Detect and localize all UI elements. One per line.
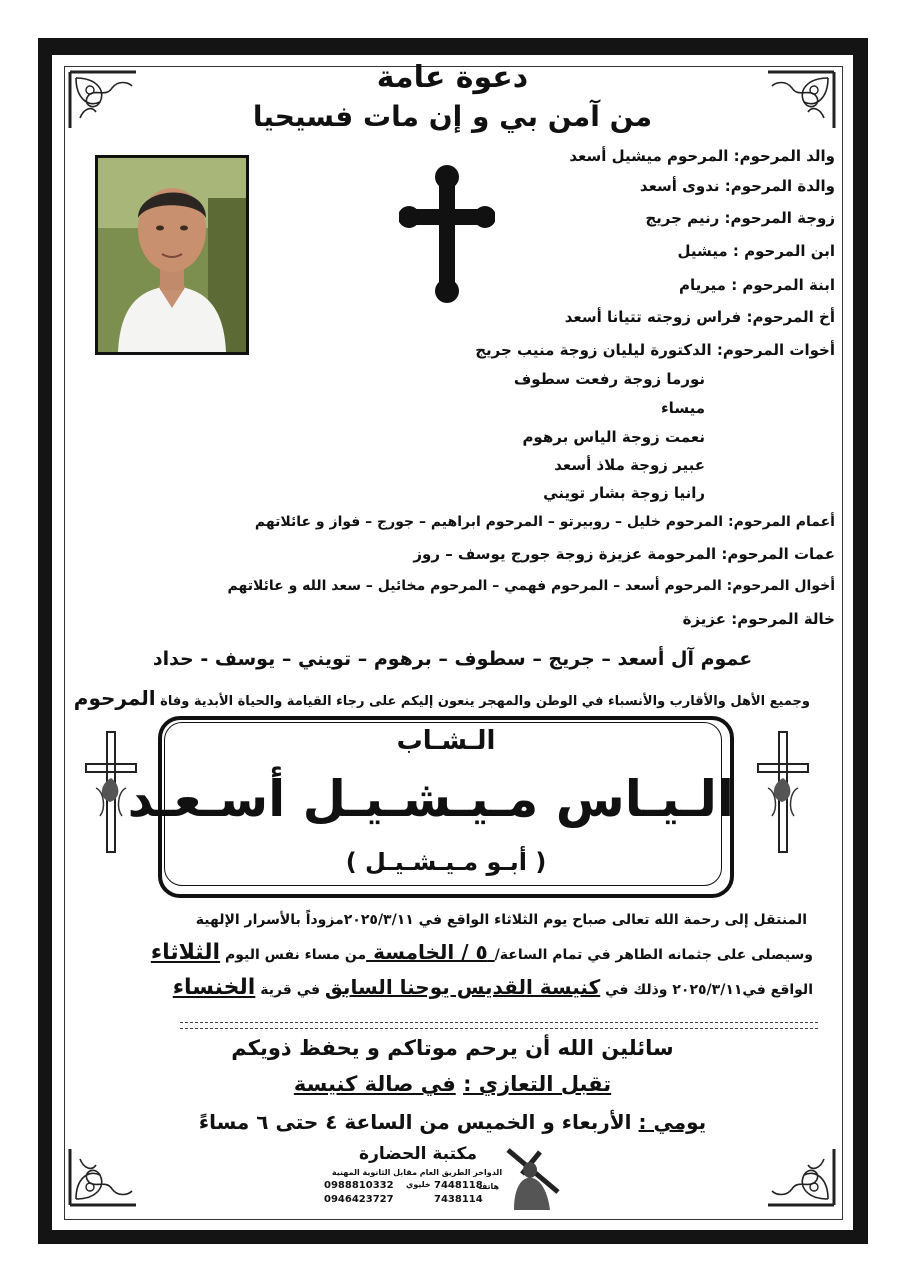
sister-item: نعمت زوجة الياس برهوم (522, 428, 705, 446)
relative-uncles: أعمام المرحوم: المرحوم خليل – روبيرتو – المرحوم ابراهيم – جورج – فواز و عائلاتهم (254, 514, 835, 530)
relative-father: والد المرحوم: المرحوم ميشيل أسعد (569, 147, 835, 165)
condolence-days: يومي : الأربعاء و الخميس من الساعة ٤ حتى ٦ مساءً (198, 1110, 707, 1134)
shop-landline-label: هاتف (478, 1182, 500, 1191)
funeral-line-3: الواقع في٢٠٢٥/٣/١١ وذلك في كنيسة القديس يوحنا السابق في قرية الخنساء (172, 975, 813, 1000)
announcement-line: وجميع الأهل والأقارب والأنسباء في الوطن والمهجر ينعون إليكم على رجاء القيامة والحياة الأبدية وفاة المرحوم (73, 686, 810, 710)
relative-daughter: ابنة المرحوم : ميريام (678, 276, 835, 294)
closing-prayer: سائلين الله أن يرحم موتاكم و يحفظ ذويكم (231, 1036, 674, 1060)
side-cross-icon (754, 728, 812, 856)
shop-landline-2: 7438114 (434, 1194, 483, 1205)
shop-phone-1: 0988810332 (324, 1180, 394, 1191)
shop-address: الدواخر الطريق العام مقابل الثانوية المهنية (331, 1168, 503, 1177)
funeral-line-2: وسيصلى على جثمانه الطاهر في تمام الساعة/ ٥ / الخامسة من مساء نفس اليوم الثلاثاء (150, 940, 813, 965)
families-line: عموم آل أسعد – جريج – سطوف – برهوم – تويني – يوسف - حداد (152, 648, 753, 670)
page-title: دعوة عامة (376, 60, 529, 95)
relative-son: ابن المرحوم : ميشيل (677, 242, 835, 260)
sister-item: عبير زوجة ملاذ أسعد (554, 456, 705, 474)
corner-ornament-icon (66, 1145, 140, 1209)
relative-maternal-aunt: خالة المرحوم: عزيزة (682, 610, 835, 628)
shop-phone-2: 0946423727 (324, 1194, 394, 1205)
shop-name: مكتبة الحضارة (359, 1144, 477, 1164)
cross-bearer-icon (500, 1144, 566, 1212)
sister-item: رانيا زوجة بشار تويني (543, 484, 705, 502)
relative-sisters: أخوات المرحوم: الدكتورة ليليان زوجة منيب جريج (475, 341, 835, 359)
shop-landline-label: خليوي (406, 1180, 431, 1189)
verse-heading: من آمن بي و إن مات فسيحيا (252, 100, 653, 133)
sister-item: ميساء (661, 399, 705, 417)
funeral-line-1: المنتقل إلى رحمة الله تعالى صباح يوم الثلاثاء الواقع في ٢٠٢٥/٣/١١مزوداً بالأسرار الإلهية (195, 912, 807, 928)
relative-wife: زوجة المرحوم: رنيم جريج (645, 209, 835, 227)
relative-mother: والدة المرحوم: ندوى أسعد (639, 177, 835, 195)
relative-aunts: عمات المرحوم: المرحومة عزيزة زوجة جورج يوسف – روز (413, 545, 835, 563)
shop-logo (320, 1144, 570, 1212)
deceased-name: الـيـاس مـيـشـيـل أسـعـد (127, 770, 734, 828)
divider (180, 1022, 818, 1029)
name-title: الـشـاب (396, 726, 496, 756)
shop-landline-1: 7448118 (434, 1180, 483, 1191)
deceased-nickname: ( أبـو مـيـشـيـل ) (345, 848, 547, 876)
corner-ornament-icon (764, 1145, 838, 1209)
cross-icon (399, 163, 495, 305)
deceased-photo (95, 155, 249, 355)
relative-brother: أخ المرحوم: فراس زوجته تتيانا أسعد (564, 308, 835, 326)
relative-maternal-uncles: أخوال المرحوم: المرحوم أسعد – المرحوم فهمي – المرحوم مخائيل – سعد الله و عائلاتهم (227, 578, 835, 594)
sister-item: نورما زوجة رفعت سطوف (513, 370, 705, 388)
condolence-line: تقبل التعازي : في صالة كنيسة (293, 1072, 612, 1096)
